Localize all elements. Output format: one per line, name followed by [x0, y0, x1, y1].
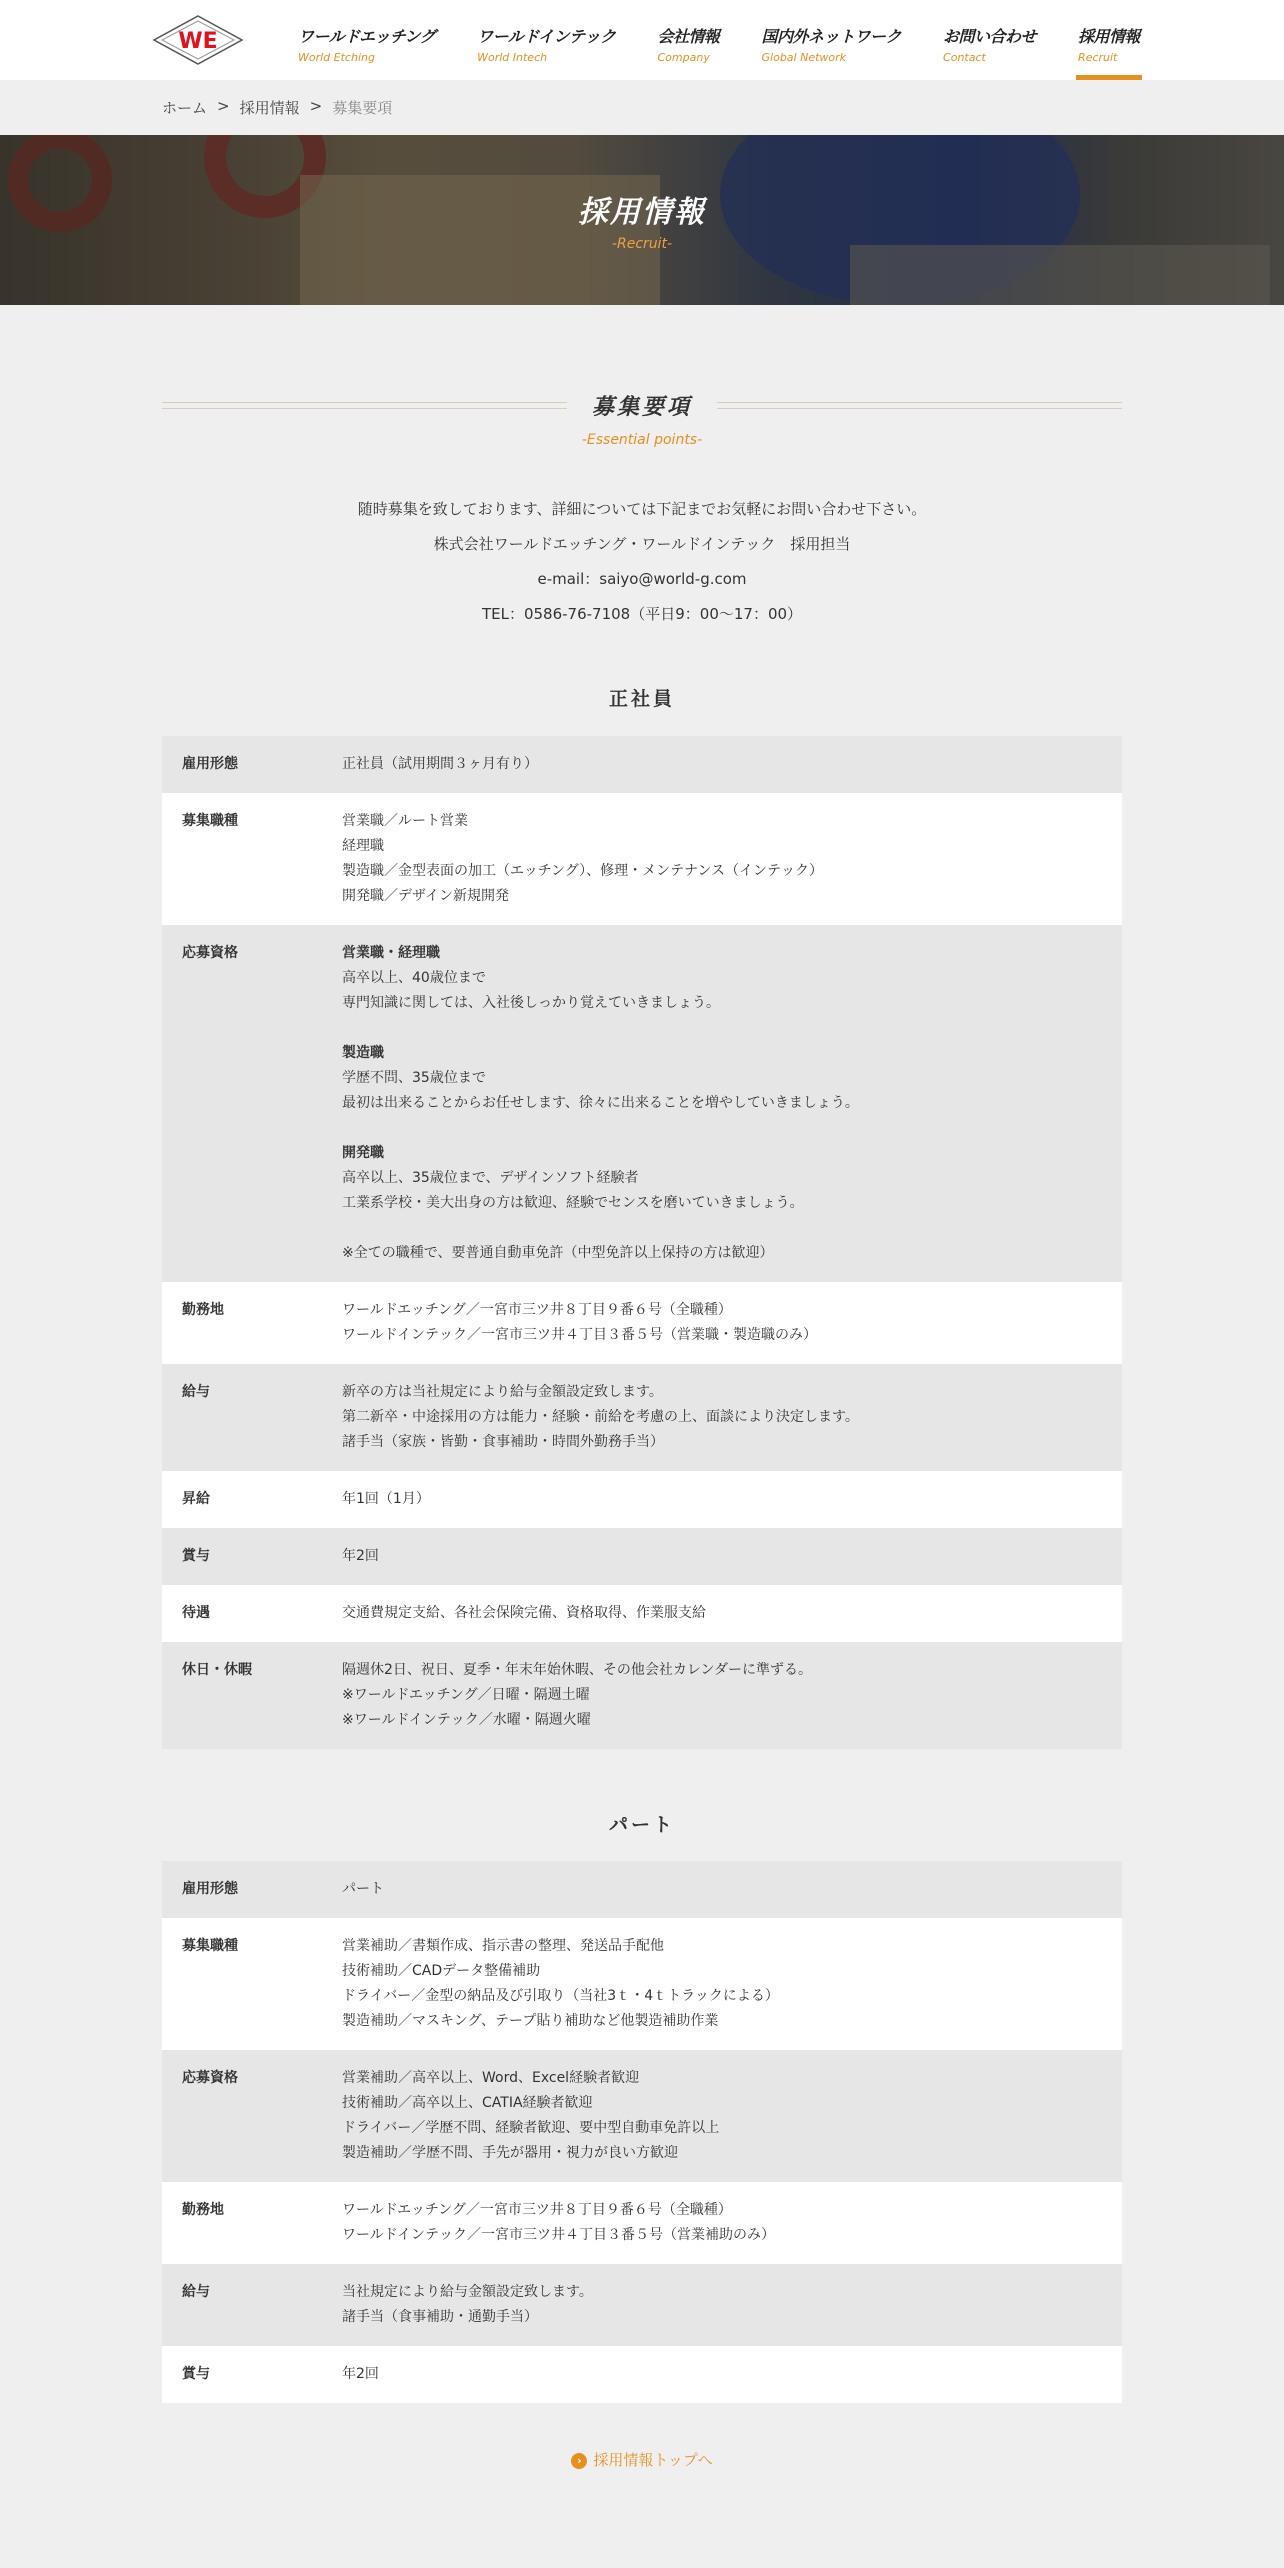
arrow-right-circle-icon: ›	[571, 2453, 587, 2469]
breadcrumb-separator: >	[217, 97, 230, 115]
row-label: 募集職種	[182, 813, 238, 829]
breadcrumb-separator: >	[309, 97, 323, 115]
value-line: 最初は出来ることからお任せします、徐々に出来ることを増やしていきましょう。	[342, 1095, 859, 1111]
section-subtitle: -Essential points-	[581, 432, 703, 448]
row-label: 募集職種	[182, 1938, 238, 1954]
parttime-title: パート	[608, 1814, 675, 1836]
nav-sublabel: Global Network	[761, 51, 847, 64]
table-row	[162, 1282, 1122, 1364]
nav-world-intech[interactable]	[477, 0, 615, 80]
value-line: 当社規定により給与金額設定致します。	[342, 2284, 593, 2300]
value-line: 正社員（試用期間３ヶ月有り）	[342, 756, 538, 772]
value-line: 営業職／ルート営業	[342, 813, 468, 829]
row-label: 給与	[182, 1384, 210, 1400]
table-row	[162, 925, 1122, 1282]
value-line: ドライバー／金型の納品及び引取り（当社3ｔ・4ｔトラックによる）	[342, 1988, 779, 2004]
value-line: ワールドインテック／一宮市三ツ井４丁目３番５号（営業補助のみ）	[342, 2227, 776, 2243]
row-value	[342, 736, 1122, 793]
svg-text:WE: WE	[178, 29, 218, 54]
row-label: 休日・休暇	[182, 1662, 252, 1678]
nav-recruit[interactable]	[1078, 0, 1140, 80]
value-line: 高卒以上、35歳位まで、デザインソフト経験者	[342, 1170, 639, 1186]
row-value	[342, 2182, 1122, 2264]
nav-sublabel: World Intech	[477, 51, 548, 64]
row-label: 給与	[182, 2284, 210, 2300]
nav-contact[interactable]	[943, 0, 1036, 80]
nav-label: 国内外ネットワーク	[761, 27, 902, 46]
value-line: 製造補助／マスキング、テープ貼り補助など他製造補助作業	[342, 2013, 719, 2029]
table-row	[162, 2182, 1122, 2264]
hero-banner	[0, 135, 1284, 305]
hero-subtitle: -Recruit-	[611, 236, 673, 252]
value-line: ワールドエッチング／一宮市三ツ井８丁目９番６号（全職種）	[342, 2202, 732, 2218]
breadcrumb	[162, 97, 392, 118]
value-line: ドライバー／学歴不問、経験者歓迎、要中型自動車免許以上	[342, 2120, 720, 2136]
hero-title: 採用情報	[578, 195, 706, 230]
nav-world-etching[interactable]	[298, 0, 435, 80]
value-line: ※ワールドエッチング／日曜・隔週土曜	[342, 1687, 590, 1703]
nav-active-indicator	[1076, 75, 1142, 80]
row-value	[342, 2264, 1122, 2346]
table-row	[162, 736, 1122, 793]
intro-tel[interactable]: TEL：0586-76-7108（平日9：00～17：00）	[481, 605, 803, 623]
breadcrumb-current: 募集要項	[332, 99, 393, 117]
intro-text	[162, 498, 1122, 638]
row-value	[342, 793, 1122, 925]
row-value	[342, 2050, 1122, 2182]
value-line: 工業系学校・美大出身の方は歓迎、経験でセンスを磨いていきましょう。	[342, 1195, 804, 1211]
parttime-table	[162, 1861, 1122, 2403]
value-line: 諸手当（食事補助・通勤手当）	[342, 2309, 538, 2325]
fulltime-table	[162, 736, 1122, 1749]
value-line: 営業補助／高卒以上、Word、Excel経験者歓迎	[342, 2070, 640, 2086]
row-label: 雇用形態	[182, 756, 238, 772]
nav-sublabel: Company	[657, 51, 710, 64]
value-line: 隔週休2日、祝日、夏季・年末年始休暇、その他会社カレンダーに準ずる。	[342, 1662, 812, 1678]
table-row	[162, 2050, 1122, 2182]
table-row	[162, 1471, 1122, 1528]
value-subheading: 営業職・経理職	[342, 945, 440, 961]
value-line: パート	[342, 1881, 384, 1897]
fulltime-title: 正社員	[608, 688, 675, 710]
value-line: 第二新卒・中途採用の方は能力・経験・前給を考慮の上、面談により決定します。	[342, 1409, 859, 1425]
nav-label: ワールドインテック	[477, 27, 616, 46]
table-row	[162, 2346, 1122, 2403]
value-line	[342, 1016, 1102, 1041]
company-logo[interactable]	[152, 14, 244, 66]
intro-line: 株式会社ワールドエッチング・ワールドインテック 採用担当	[433, 535, 851, 553]
section-title: 募集要項	[591, 395, 692, 420]
row-value	[342, 1528, 1122, 1585]
nav-sublabel: Contact	[943, 51, 986, 64]
row-value	[342, 925, 1122, 1282]
recruit-top-link[interactable]	[0, 2449, 1284, 2470]
table-row	[162, 2264, 1122, 2346]
value-line: 開発職／デザイン新規開発	[342, 888, 510, 904]
nav-sublabel: World Etching	[298, 51, 375, 64]
section-heading	[162, 390, 1122, 460]
row-label: 賞与	[182, 1548, 210, 1564]
row-label: 雇用形態	[182, 1881, 238, 1897]
breadcrumb-home[interactable]: ホーム	[162, 99, 208, 117]
value-line	[342, 1216, 1102, 1241]
value-line: 製造補助／学歴不問、手先が器用・視力が良い方歓迎	[342, 2145, 678, 2161]
nav-company[interactable]	[658, 0, 720, 80]
breadcrumb-recruit[interactable]: 採用情報	[239, 99, 300, 117]
value-line: 営業補助／書類作成、指示書の整理、発送品手配他	[342, 1938, 664, 1954]
row-label: 応募資格	[182, 2070, 238, 2086]
nav-label: 採用情報	[1078, 27, 1141, 46]
value-line: ワールドエッチング／一宮市三ツ井８丁目９番６号（全職種）	[342, 1302, 732, 1318]
row-value	[342, 2346, 1122, 2403]
row-label: 昇給	[182, 1491, 210, 1507]
value-line: 経理職	[342, 838, 384, 854]
value-line: 専門知識に関しては、入社後しっかり覚えていきましょう。	[342, 995, 720, 1011]
value-line: 新卒の方は当社規定により給与金額設定致します。	[342, 1384, 663, 1400]
value-line: 年1回（1月）	[342, 1491, 430, 1507]
table-row	[162, 1918, 1122, 2050]
value-line: 年2回	[342, 2366, 379, 2382]
value-line: 製造職／金型表面の加工（エッチング）、修理・メンテナンス（インテック）	[342, 863, 824, 879]
table-row	[162, 1585, 1122, 1642]
value-line: 交通費規定支給、各社会保険完備、資格取得、作業服支給	[342, 1605, 706, 1621]
global-nav	[298, 0, 1140, 80]
value-line: 学歴不問、35歳位まで	[342, 1070, 486, 1086]
value-line: 年2回	[342, 1548, 379, 1564]
row-label: 賞与	[182, 2366, 210, 2382]
row-value	[342, 1918, 1122, 2050]
row-value	[342, 1471, 1122, 1528]
intro-email[interactable]: e-mail：saiyo@world-g.com	[537, 570, 747, 588]
table-row	[162, 1861, 1122, 1918]
value-line: ※ワールドインテック／水曜・隔週火曜	[342, 1712, 591, 1728]
value-line: 技術補助／高卒以上、CATIA経験者歓迎	[342, 2095, 593, 2111]
table-row	[162, 1364, 1122, 1471]
value-line: 諸手当（家族・皆勤・食事補助・時間外勤務手当）	[342, 1434, 664, 1450]
value-line: 高卒以上、40歳位まで	[342, 970, 486, 986]
table-row	[162, 1528, 1122, 1585]
value-subheading: 開発職	[342, 1145, 384, 1161]
back-link-label: 採用情報トップへ	[593, 2451, 713, 2469]
value-line	[342, 1116, 1102, 1141]
value-line: 技術補助／CADデータ整備補助	[342, 1963, 541, 1979]
row-value	[342, 1642, 1122, 1749]
value-line: ※全ての職種で、要普通自動車免許（中型免許以上保持の方は歓迎）	[342, 1245, 774, 1261]
intro-line: 随時募集を致しております、詳細については下記までお気軽にお問い合わせ下さい。	[357, 500, 927, 518]
nav-label: お問い合わせ	[943, 27, 1037, 46]
row-value	[342, 1364, 1122, 1471]
row-value	[342, 1861, 1122, 1918]
table-row	[162, 793, 1122, 925]
row-label: 待遇	[182, 1605, 210, 1621]
value-line: ワールドインテック／一宮市三ツ井４丁目３番５号（営業職・製造職のみ）	[342, 1327, 818, 1343]
row-label: 勤務地	[182, 1302, 224, 1318]
value-subheading: 製造職	[342, 1045, 384, 1061]
row-label: 勤務地	[182, 2202, 224, 2218]
site-header	[0, 0, 1284, 80]
nav-label: ワールドエッチング	[298, 27, 436, 46]
nav-sublabel: Recruit	[1078, 51, 1118, 64]
table-row	[162, 1642, 1122, 1749]
row-label: 応募資格	[182, 945, 238, 961]
row-value	[342, 1282, 1122, 1364]
nav-label: 会社情報	[657, 27, 720, 46]
row-value	[342, 1585, 1122, 1642]
nav-global-network[interactable]	[762, 0, 902, 80]
